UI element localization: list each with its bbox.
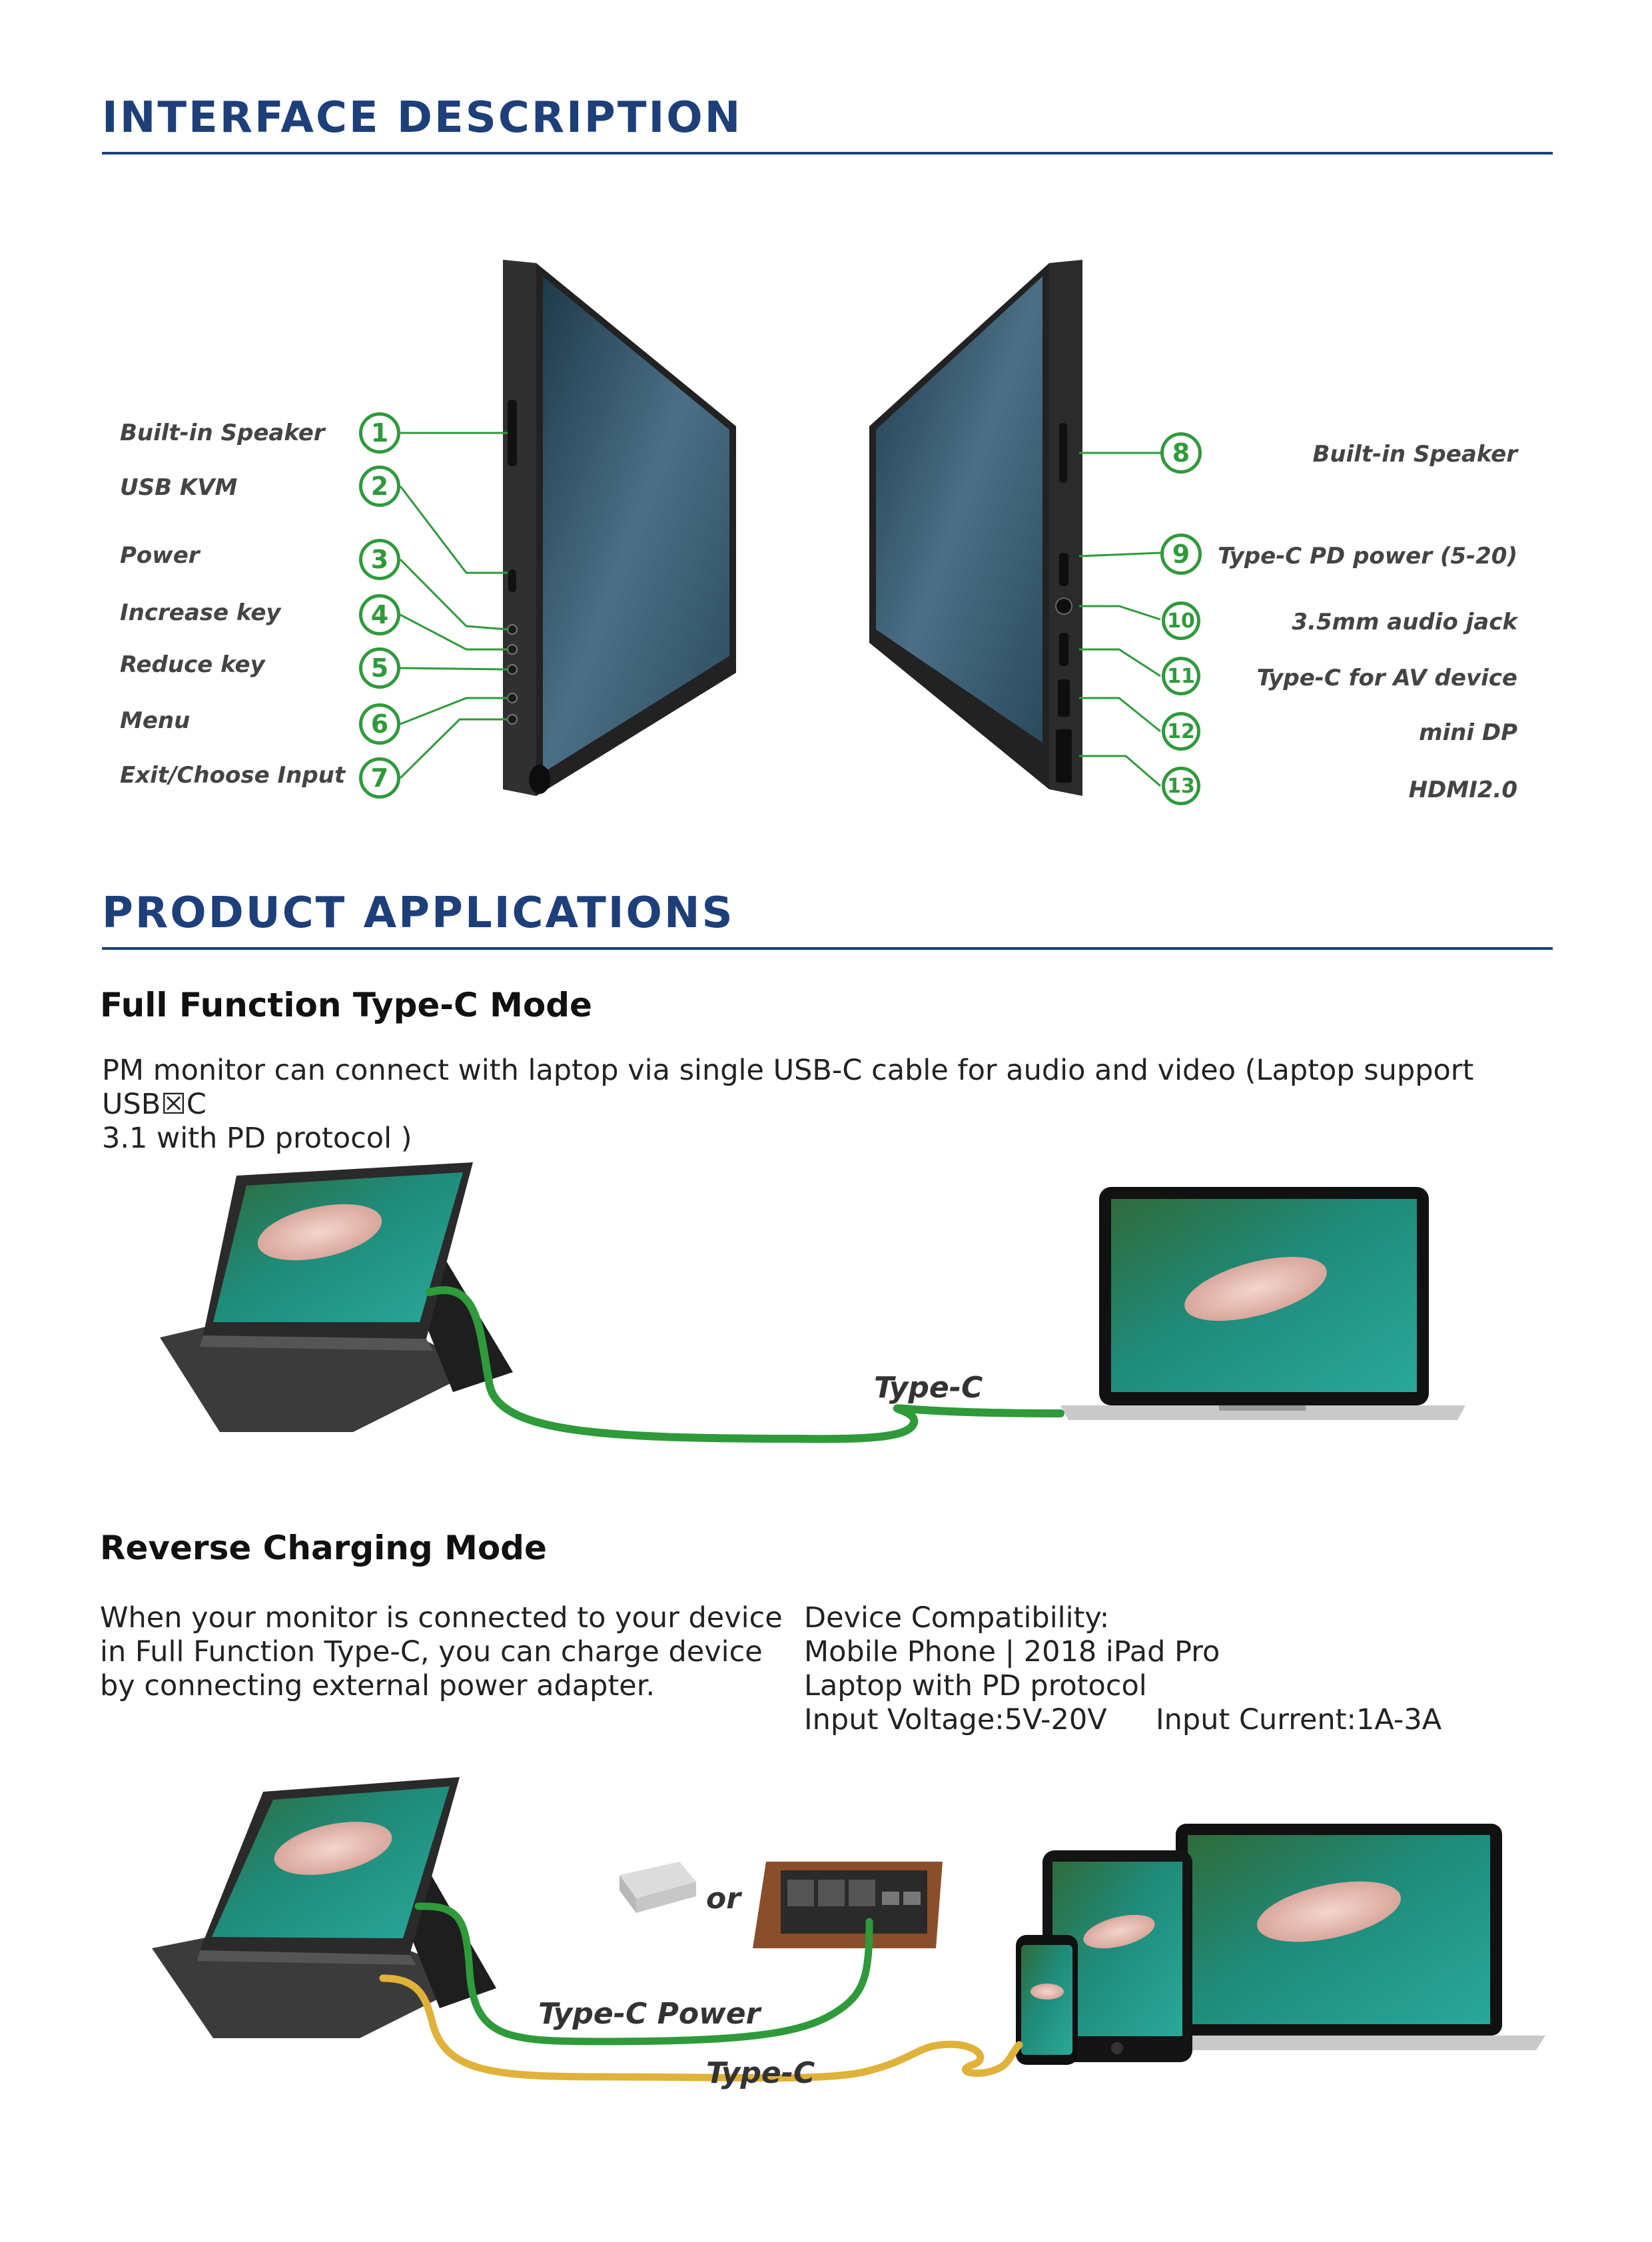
monitor-left-side-view (503, 260, 736, 796)
full-function-description: PM monitor can connect with laptop via single USB-C cable for audio and video (Laptop support USB☒C 3.1 with PD protocol ) (102, 1054, 1474, 1155)
callout-number-12: 12 (1162, 712, 1200, 751)
type-c-cable-1 (430, 1290, 1060, 1439)
compat-laptop: Laptop with PD protocol (804, 1669, 1147, 1702)
monitor-right-side-view (869, 260, 1082, 796)
heading-reverse-charging: Reverse Charging Mode (100, 1529, 547, 1567)
label-power: Power (120, 542, 200, 569)
callout-number-2: 2 (359, 466, 400, 507)
compat-devices: Mobile Phone | 2018 iPad Pro (804, 1635, 1220, 1669)
callout-number-13: 13 (1162, 767, 1200, 805)
cable-label-type-c: Type-C (874, 1371, 983, 1405)
power-bank (620, 1862, 696, 1913)
label-mini-dp: mini DP (1419, 719, 1517, 746)
input-voltage: Input Voltage:5V-20V (804, 1703, 1107, 1736)
reverse-charging-description: When your monitor is connected to your device in Full Function Type-C, you can charge device by connecting external power adapter. (100, 1601, 783, 1702)
callout-number-3: 3 (359, 539, 400, 580)
laptop-1 (1060, 1187, 1465, 1420)
callout-number-6: 6 (359, 703, 400, 745)
label-menu: Menu (120, 707, 191, 734)
label-usb-kvm: USB KVM (120, 474, 238, 501)
label-type-c-av-device: Type-C for AV device (1256, 665, 1517, 691)
label-type-c-pd-power: Type-C PD power (5-20) (1218, 543, 1517, 569)
compat-title: Device Compatibility: (804, 1601, 1110, 1635)
label-increase-key: Increase key (120, 599, 281, 626)
callout-number-8: 8 (1160, 432, 1202, 474)
input-current: Input Current:1A-3A (1156, 1703, 1442, 1736)
callout-number-7: 7 (359, 757, 400, 799)
label-built-in-speaker-right: Built-in Speaker (1312, 441, 1517, 468)
section-title-applications: PRODUCT APPLICATIONS (102, 889, 735, 938)
label-audio-jack: 3.5mm audio jack (1292, 609, 1517, 635)
cable-label-type-c-power: Type-C Power (538, 1997, 761, 2031)
cable-label-type-c-device: Type-C (706, 2056, 815, 2090)
section-title-interface: INTERFACE DESCRIPTION (102, 93, 743, 143)
label-exit-choose-input: Exit/Choose Input (120, 762, 346, 789)
callout-number-1: 1 (359, 412, 400, 454)
label-built-in-speaker: Built-in Speaker (120, 420, 325, 446)
label-reduce-key: Reduce key (120, 651, 265, 678)
phone (1016, 1935, 1078, 2065)
laptop-2 (1132, 1824, 1545, 2050)
or-label: or (706, 1882, 741, 1916)
outlet-box (753, 1862, 943, 1948)
label-hdmi: HDMI2.0 (1408, 777, 1517, 803)
callout-number-10: 10 (1162, 601, 1200, 640)
callout-number-4: 4 (359, 594, 400, 635)
callout-number-5: 5 (359, 647, 400, 689)
heading-full-function: Full Function Type-C Mode (100, 986, 592, 1024)
callout-number-9: 9 (1160, 534, 1202, 575)
callout-number-11: 11 (1162, 657, 1200, 695)
